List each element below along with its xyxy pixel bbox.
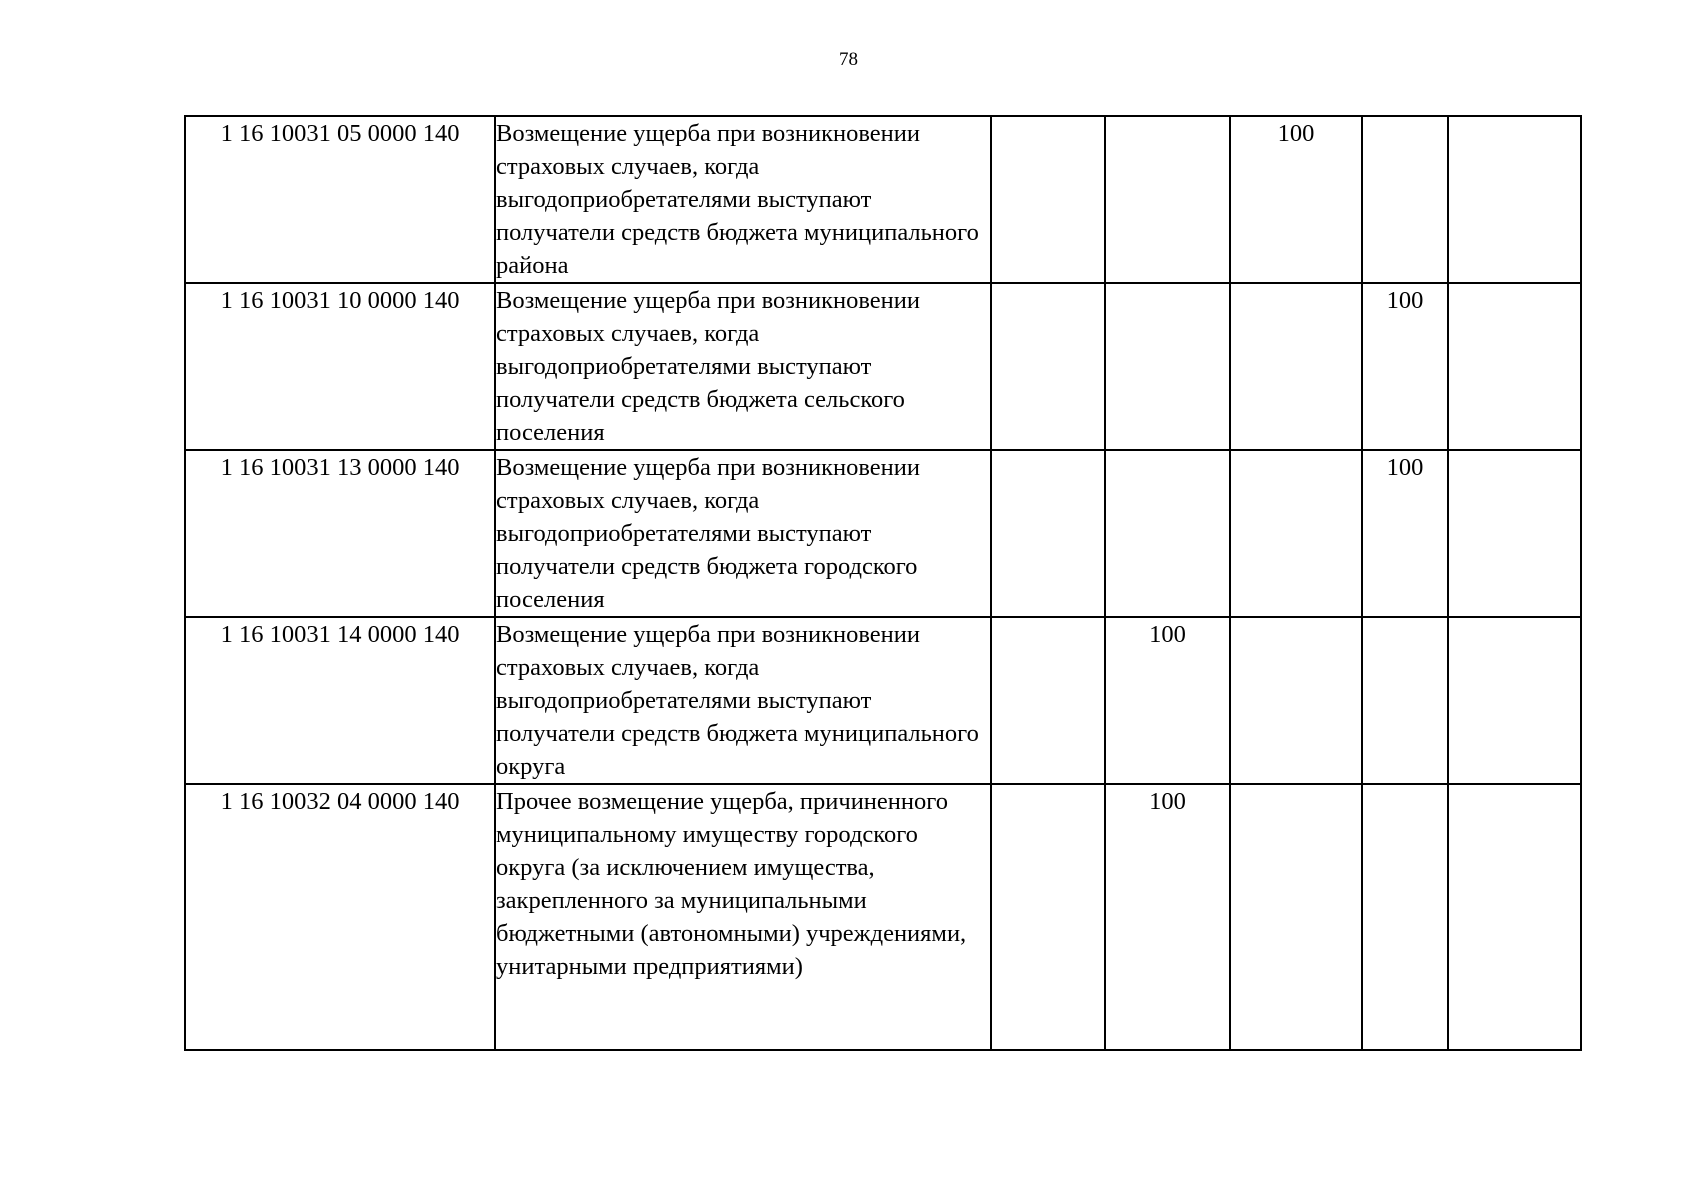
value-cell-3	[1230, 617, 1362, 784]
value-cell-1	[991, 116, 1105, 283]
budget-code: 1 16 10032 04 0000 140	[185, 784, 495, 1050]
budget-code: 1 16 10031 10 0000 140	[185, 283, 495, 450]
revenue-distribution-table	[184, 115, 1582, 1051]
value-cell-3	[1230, 450, 1362, 617]
table-row	[185, 116, 1581, 283]
revenue-description: Прочее возмещение ущерба, причиненного муниципальному имуществу городского округа (за исключением имущества, закрепленного за муниципальными бюджетными (автономными) учреждениями, унитарными предприятиями)	[495, 784, 991, 1050]
page-number: 78	[839, 49, 858, 70]
value-cell-2	[1105, 450, 1230, 617]
revenue-description: Возмещение ущерба при возникновении страховых случаев, когда выгодоприобретателями выступают получатели средств бюджета муниципального района	[495, 116, 991, 283]
value-cell-5	[1448, 617, 1581, 784]
budget-code: 1 16 10031 05 0000 140	[185, 116, 495, 283]
value-cell-1	[991, 283, 1105, 450]
value-cell-3	[1230, 784, 1362, 1050]
value-cell-4	[1362, 116, 1448, 283]
value-cell-2	[1105, 116, 1230, 283]
value-cell-4: 100	[1362, 283, 1448, 450]
value-cell-1	[991, 450, 1105, 617]
value-cell-5	[1448, 450, 1581, 617]
value-cell-1	[991, 617, 1105, 784]
budget-code: 1 16 10031 14 0000 140	[185, 617, 495, 784]
value-cell-4: 100	[1362, 450, 1448, 617]
table-row	[185, 283, 1581, 450]
value-cell-4	[1362, 784, 1448, 1050]
value-cell-2: 100	[1105, 784, 1230, 1050]
revenue-description: Возмещение ущерба при возникновении страховых случаев, когда выгодоприобретателями выступают получатели средств бюджета городского поселения	[495, 450, 991, 617]
value-cell-1	[991, 784, 1105, 1050]
revenue-description: Возмещение ущерба при возникновении страховых случаев, когда выгодоприобретателями выступают получатели средств бюджета сельского поселения	[495, 283, 991, 450]
value-cell-5	[1448, 283, 1581, 450]
table-row	[185, 450, 1581, 617]
value-cell-3: 100	[1230, 116, 1362, 283]
value-cell-2	[1105, 283, 1230, 450]
value-cell-5	[1448, 116, 1581, 283]
table-row	[185, 784, 1581, 1050]
table-row	[185, 617, 1581, 784]
value-cell-3	[1230, 283, 1362, 450]
value-cell-5	[1448, 784, 1581, 1050]
value-cell-2: 100	[1105, 617, 1230, 784]
revenue-description: Возмещение ущерба при возникновении страховых случаев, когда выгодоприобретателями выступают получатели средств бюджета муниципального округа	[495, 617, 991, 784]
value-cell-4	[1362, 617, 1448, 784]
budget-code: 1 16 10031 13 0000 140	[185, 450, 495, 617]
